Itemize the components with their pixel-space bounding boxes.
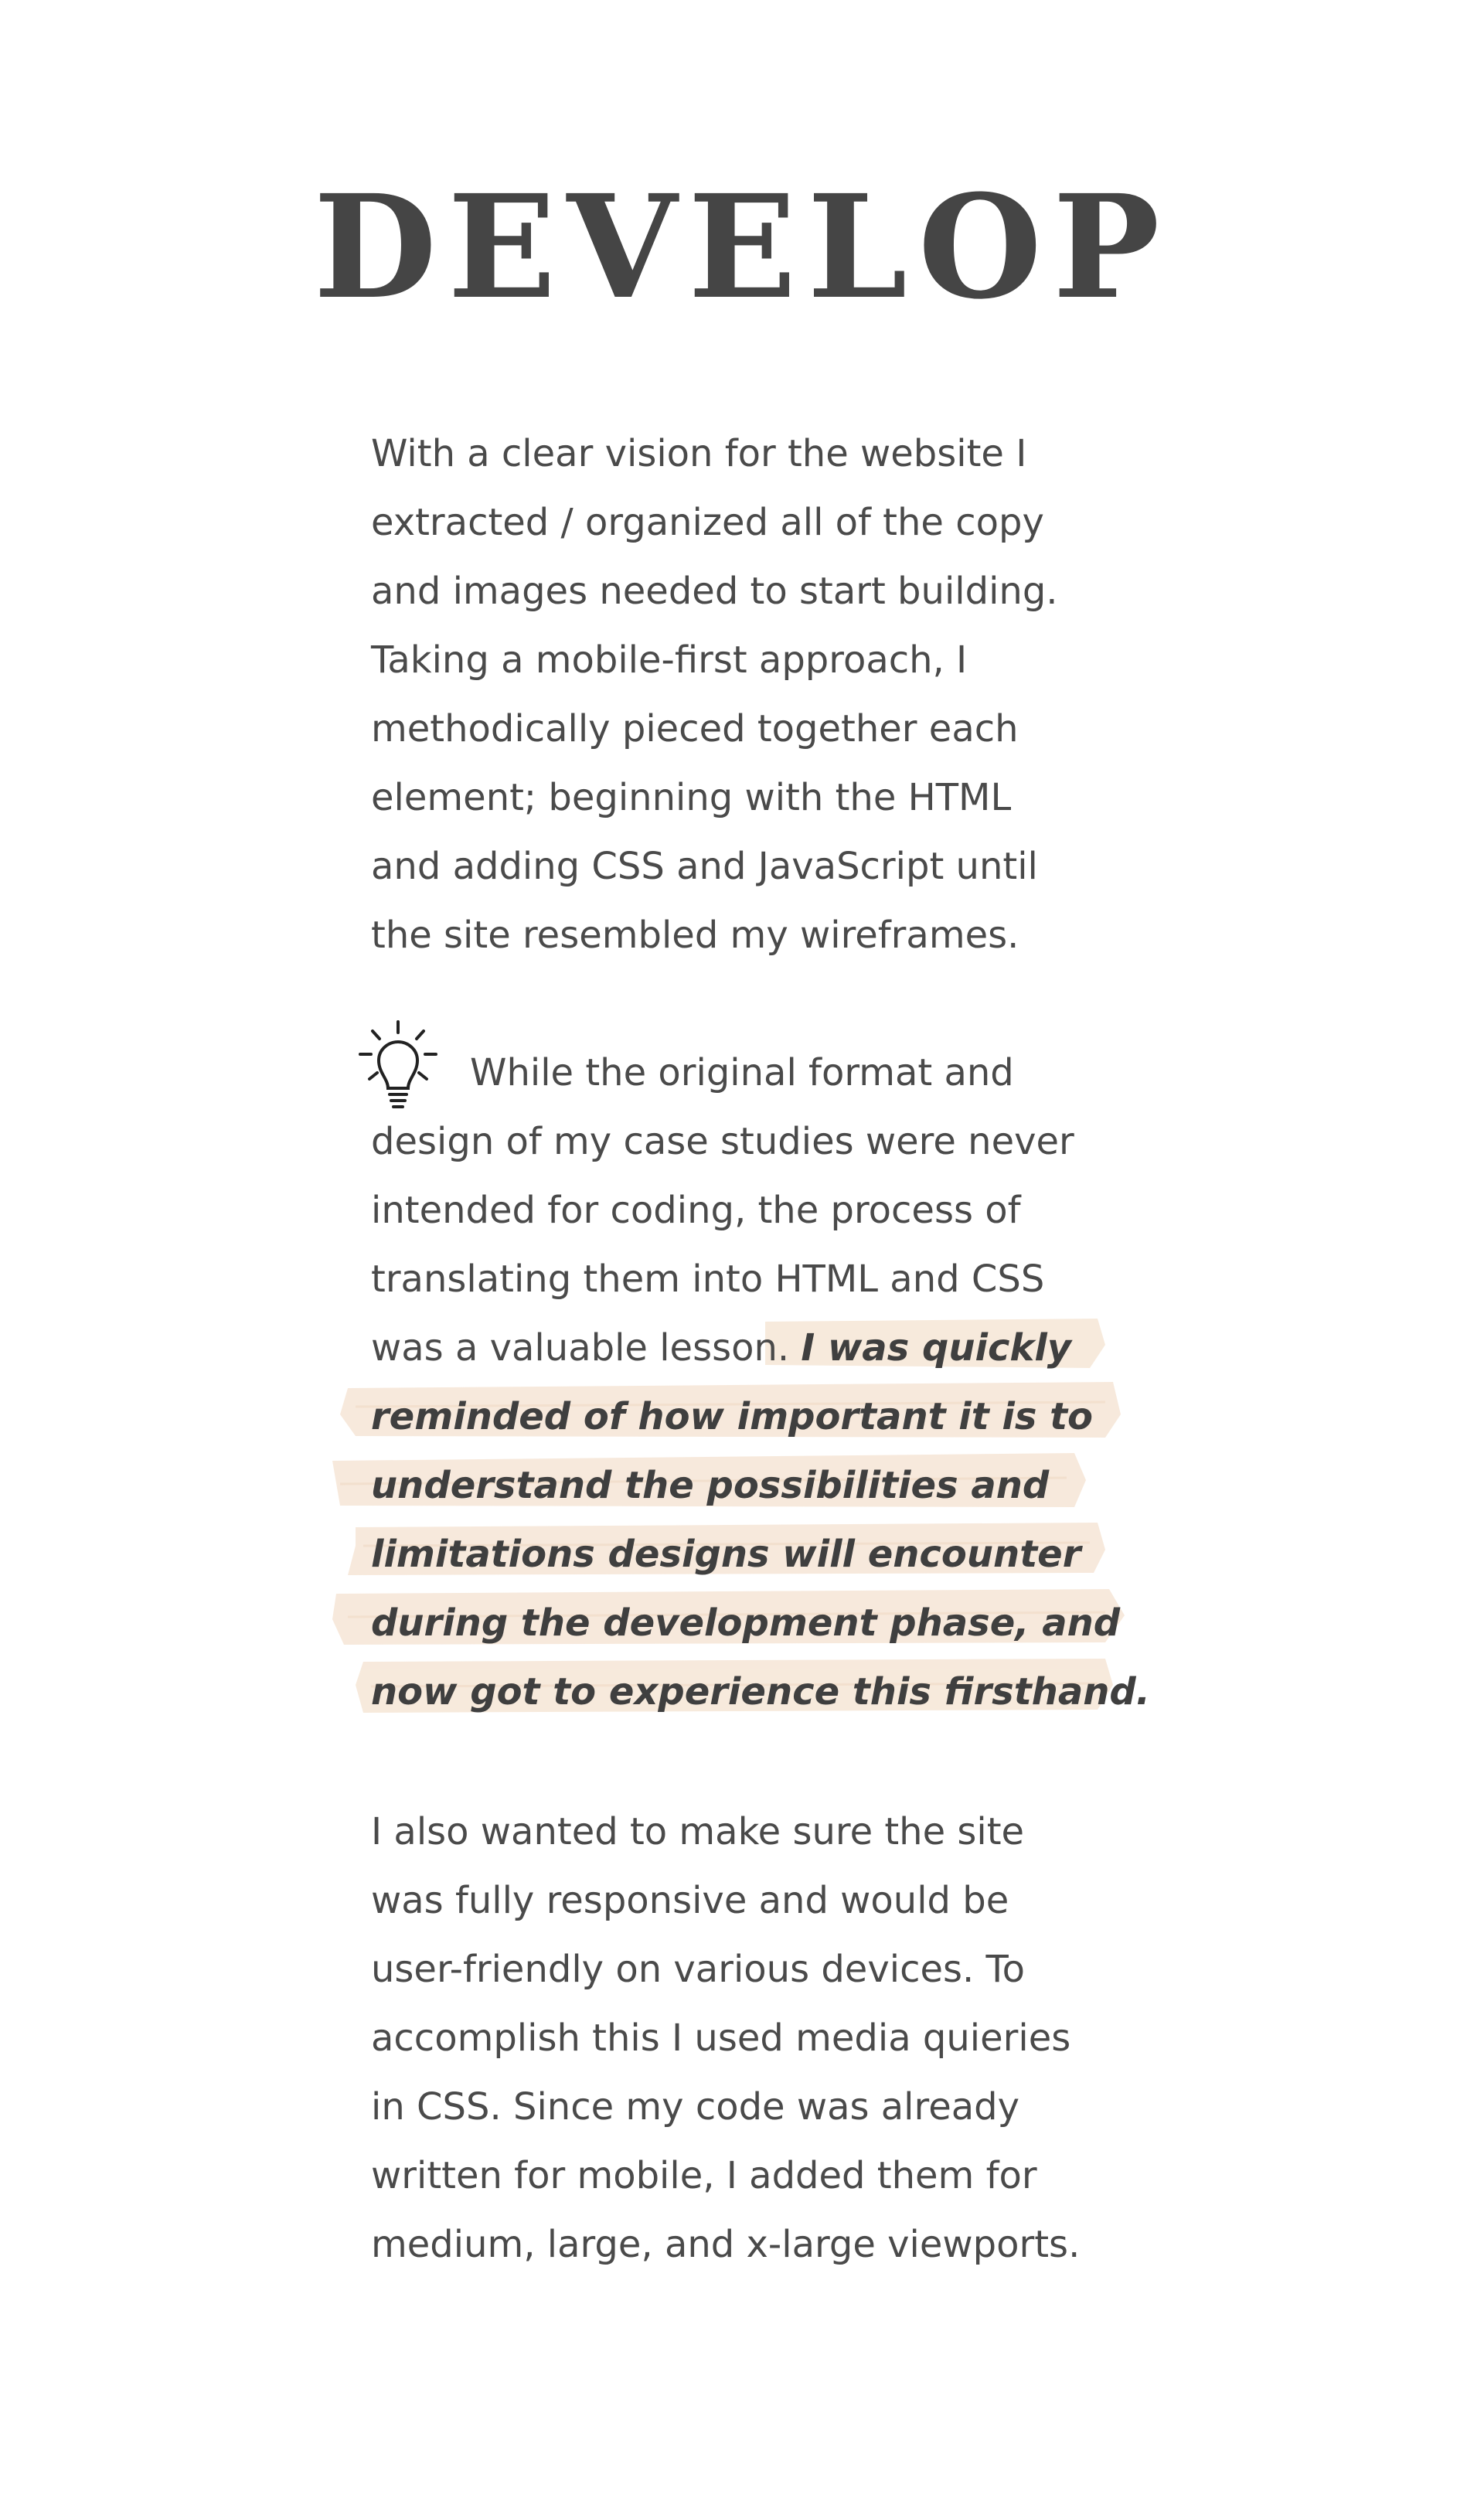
paragraph-line: the site resembled my wireframes. <box>371 914 1019 957</box>
paragraph-line: extracted / organized all of the copy <box>371 501 1044 544</box>
emphasis-line: now got to experience this firsthand. <box>371 1670 1150 1714</box>
paragraph-line: and adding CSS and JavaScript until <box>371 845 1038 888</box>
paragraph-line: was a valuable lesson. <box>371 1326 802 1370</box>
paragraph-line: design of my case studies were never <box>371 1120 1074 1163</box>
paragraph-line: intended for coding, the process of <box>371 1189 1021 1232</box>
paragraph-line: user-friendly on various devices. To <box>371 1948 1026 1991</box>
emphasis-line: during the development phase, and <box>371 1601 1121 1645</box>
page-title: DEVELOP <box>313 164 1171 331</box>
paragraph-line: written for mobile, I added them for <box>371 2154 1037 2197</box>
emphasis-line: reminded of how important it is to <box>371 1395 1094 1438</box>
paragraph-lesson <box>371 1039 1150 1727</box>
paragraph-line: With a clear vision for the website I <box>371 432 1027 475</box>
emphasis-line: limitations designs will encounter <box>371 1533 1081 1576</box>
paragraph-line: translating them into HTML and CSS <box>371 1258 1045 1301</box>
paragraph-line: medium, large, and x-large viewports. <box>371 2223 1081 2266</box>
paragraph-line: While the original format and <box>470 1051 1014 1094</box>
paragraph-line: in CSS. Since my code was already <box>371 2085 1020 2129</box>
emphasis-text: I was quickly <box>801 1326 1072 1370</box>
paragraph-responsive <box>371 1798 1144 2279</box>
paragraph-line: methodically pieced together each <box>371 707 1019 750</box>
emphasis-line: understand the possibilities and <box>371 1464 1050 1507</box>
paragraph-line: was fully responsive and would be <box>371 1879 1009 1922</box>
paragraph-line: Taking a mobile-first approach, I <box>371 638 968 682</box>
paragraph-line: and images needed to start building. <box>371 570 1058 613</box>
paragraph-line: I also wanted to make sure the site <box>371 1810 1025 1853</box>
paragraph-intro <box>371 420 1144 970</box>
paragraph-line: element; beginning with the HTML <box>371 776 1012 819</box>
paragraph-line: accomplish this I used media quieries <box>371 2016 1071 2060</box>
